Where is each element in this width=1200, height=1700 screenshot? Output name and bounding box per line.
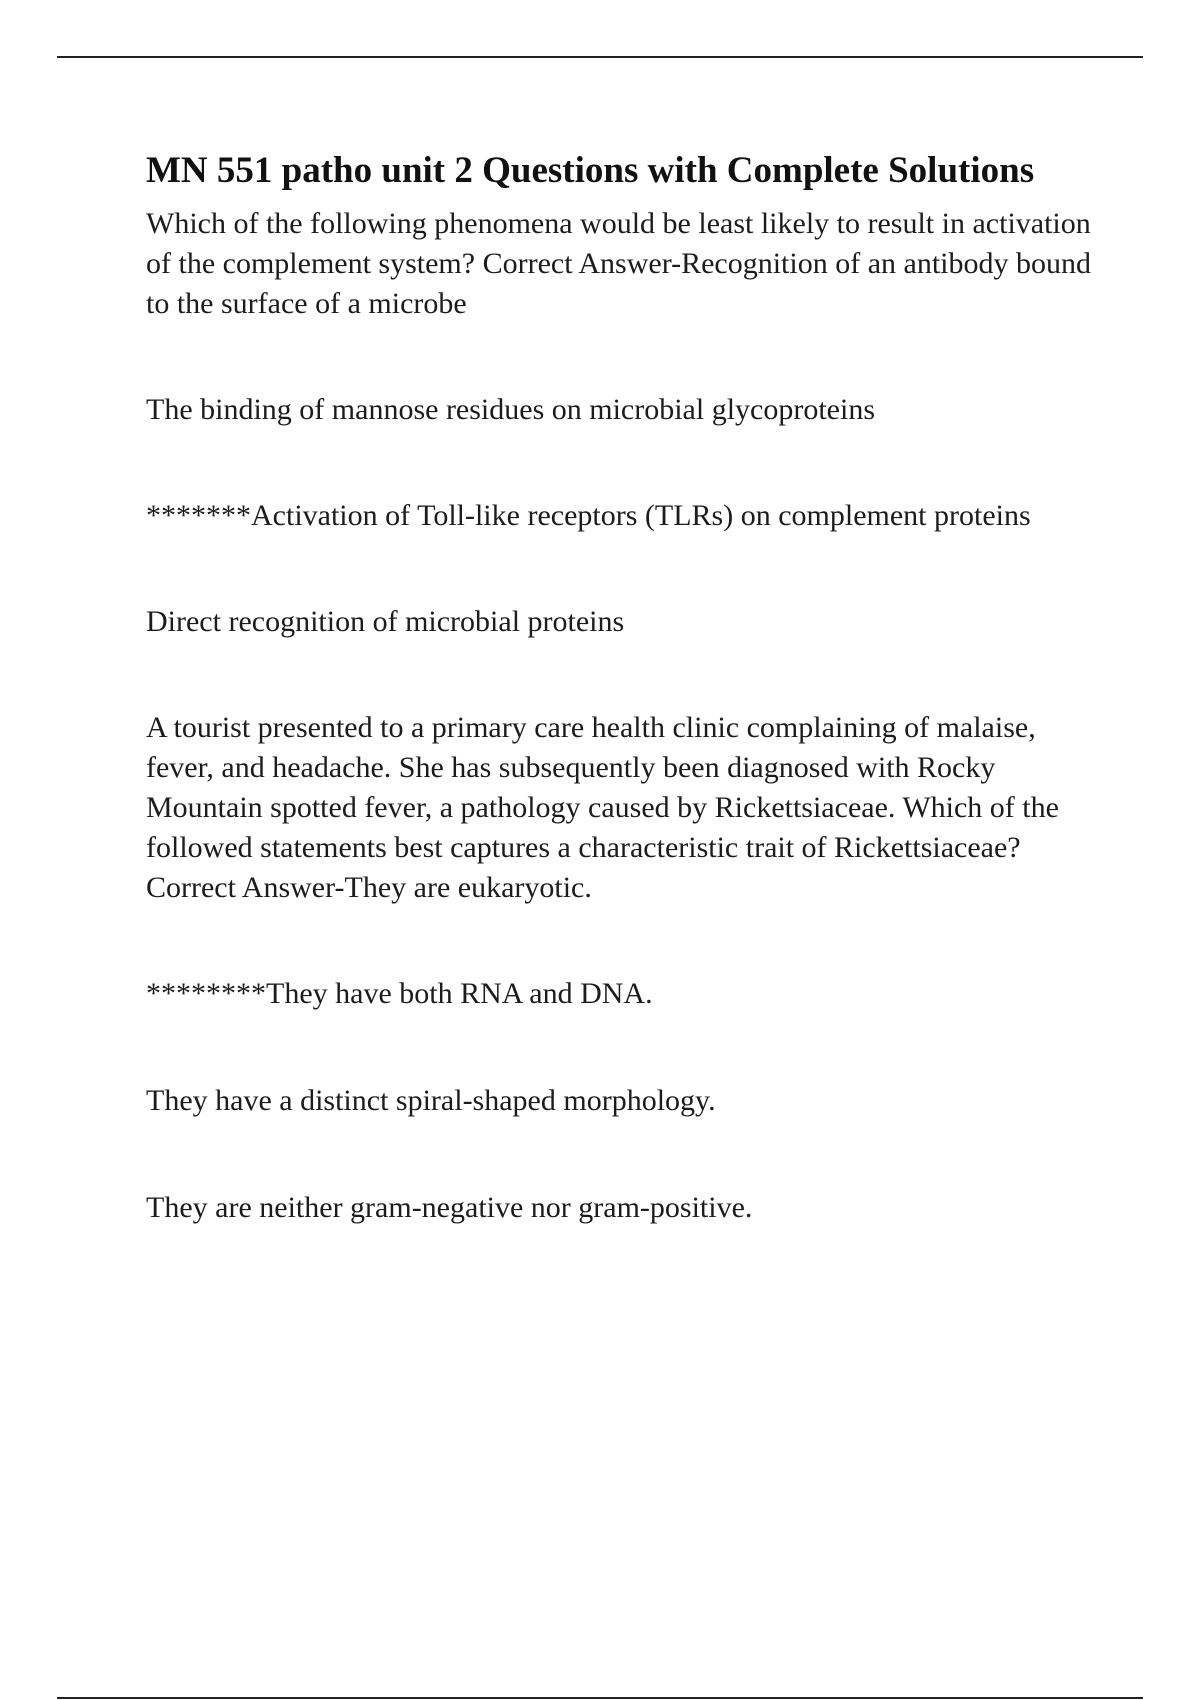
question-2-option-rna-dna: ********They have both RNA and DNA. — [146, 977, 653, 1010]
document-title: MN 551 patho unit 2 Questions with Complete Solutions — [146, 150, 1035, 191]
question-1-option-mannose: The binding of mannose residues on microbial glycoproteins — [146, 393, 876, 426]
question-1-option-tlr: *******Activation of Toll-like receptors (TLRs) on complement proteins — [146, 499, 1031, 532]
question-1-text: Which of the following phenomena would be least likely to result in activation of the complement system? Correct Answer-Recognition of an antibody bound to the surface of a microbe — [146, 207, 1092, 320]
question-2-option-gram: They are neither gram-negative nor gram-positive. — [146, 1191, 753, 1224]
question-2-option-spiral: They have a distinct spiral-shaped morphology. — [146, 1084, 716, 1117]
bottom-rule — [57, 1697, 1143, 1699]
document-body — [146, 146, 1106, 1228]
question-1-option-direct: Direct recognition of microbial proteins — [146, 605, 625, 638]
question-2-text: A tourist presented to a primary care health clinic complaining of malaise, fever, and headache. She has subsequently been diagnosed with Rocky Mountain spotted fever, a pathology caused by Rickettsiaceae. Which of the followed statements best captures a characteristic trait of Rickettsiaceae? Correct Answer-They are eukaryotic. — [146, 711, 1059, 904]
top-rule — [57, 56, 1143, 58]
